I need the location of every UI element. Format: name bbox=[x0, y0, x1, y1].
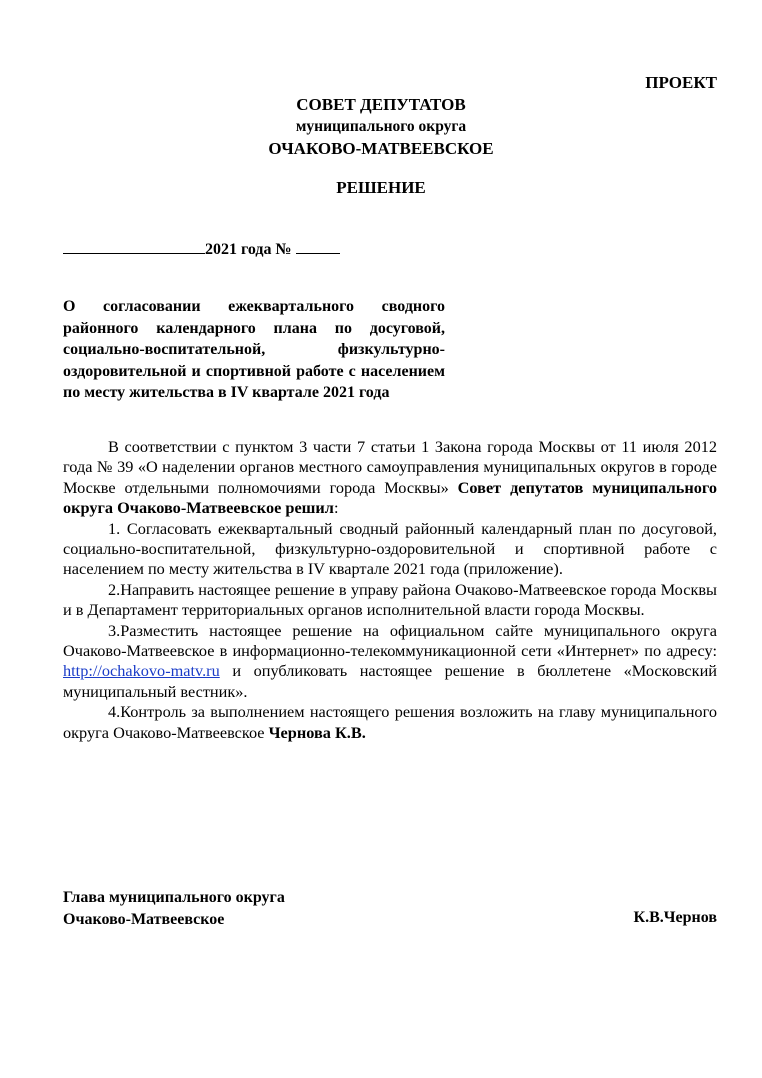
date-year-text: 2021 года № bbox=[205, 241, 292, 258]
district-name: ОЧАКОВО-МАТВЕЕВСКОЕ bbox=[268, 139, 494, 158]
date-blank bbox=[63, 240, 205, 254]
intro-text: В соответствии с пунктом 3 части 7 статьи 1 Закона города Москвы от 11 июля 2012 года № 39 «О наделении органов местного самоуправления муниципальных округов в городе Москве отдельными полномочиями города Москвы» bbox=[63, 437, 717, 497]
document-type: РЕШЕНИЕ bbox=[336, 178, 426, 197]
council-title: СОВЕТ ДЕПУТАТОВ bbox=[296, 95, 466, 114]
item-3-text: 3.Разместить настоящее решение на официальном сайте муниципального округа Очаково-Матвеевское в информационно-телекоммуникационной сети «Интернет» по адресу: bbox=[63, 620, 717, 661]
intro-bold-text: Совет депутатов муниципального округа Очаково-Матвеевское решил bbox=[63, 477, 718, 518]
item-4 bbox=[63, 702, 717, 743]
project-label: ПРОЕКТ bbox=[645, 73, 717, 92]
date-line bbox=[63, 240, 340, 259]
item-2: 2.Направить настоящее решение в управу района Очаково-Матвеевское города Москвы и в Департамент территориальных органов исполнительной власти города Москвы. bbox=[63, 579, 717, 620]
item-4-bold-text: Чернова К.В. bbox=[268, 722, 366, 742]
item-4-text: 4.Контроль за выполнением настоящего решения возложить на главу муниципального округа Очаково-Матвеевское bbox=[63, 702, 717, 742]
signature-title bbox=[63, 887, 285, 931]
website-link[interactable]: http://ochakovo-matv.ru bbox=[63, 661, 220, 681]
item-3-end-text: и опубликовать настоящее решение в бюллетене «Московский муниципальный вестник». bbox=[63, 661, 717, 701]
number-blank bbox=[296, 240, 340, 254]
signature-name: К.В.Чернов bbox=[633, 909, 717, 926]
intro-end-text: : bbox=[333, 498, 339, 518]
decision-body bbox=[63, 437, 717, 743]
signature-title-line-1: Глава муниципального округа bbox=[63, 889, 285, 906]
district-type: муниципального округа bbox=[295, 118, 467, 135]
item-3 bbox=[63, 621, 717, 703]
intro-paragraph bbox=[63, 437, 717, 519]
decision-subject: О согласовании ежеквартального сводного районного календарного плана по досуговой, социально-воспитательной, физкультурно-оздоровительной и спортивной работе с населением по месту жительства в IV квартале 2021 года bbox=[63, 298, 445, 401]
signature-title-line-2: Очаково-Матвеевское bbox=[63, 911, 225, 928]
item-1: 1. Согласовать ежеквартальный сводный районный календарный план по досуговой, социально-воспитательной, физкультурно-оздоровительной и спортивной работе с населением по месту жительства в IV квартале 2021 года (приложение). bbox=[63, 518, 717, 579]
